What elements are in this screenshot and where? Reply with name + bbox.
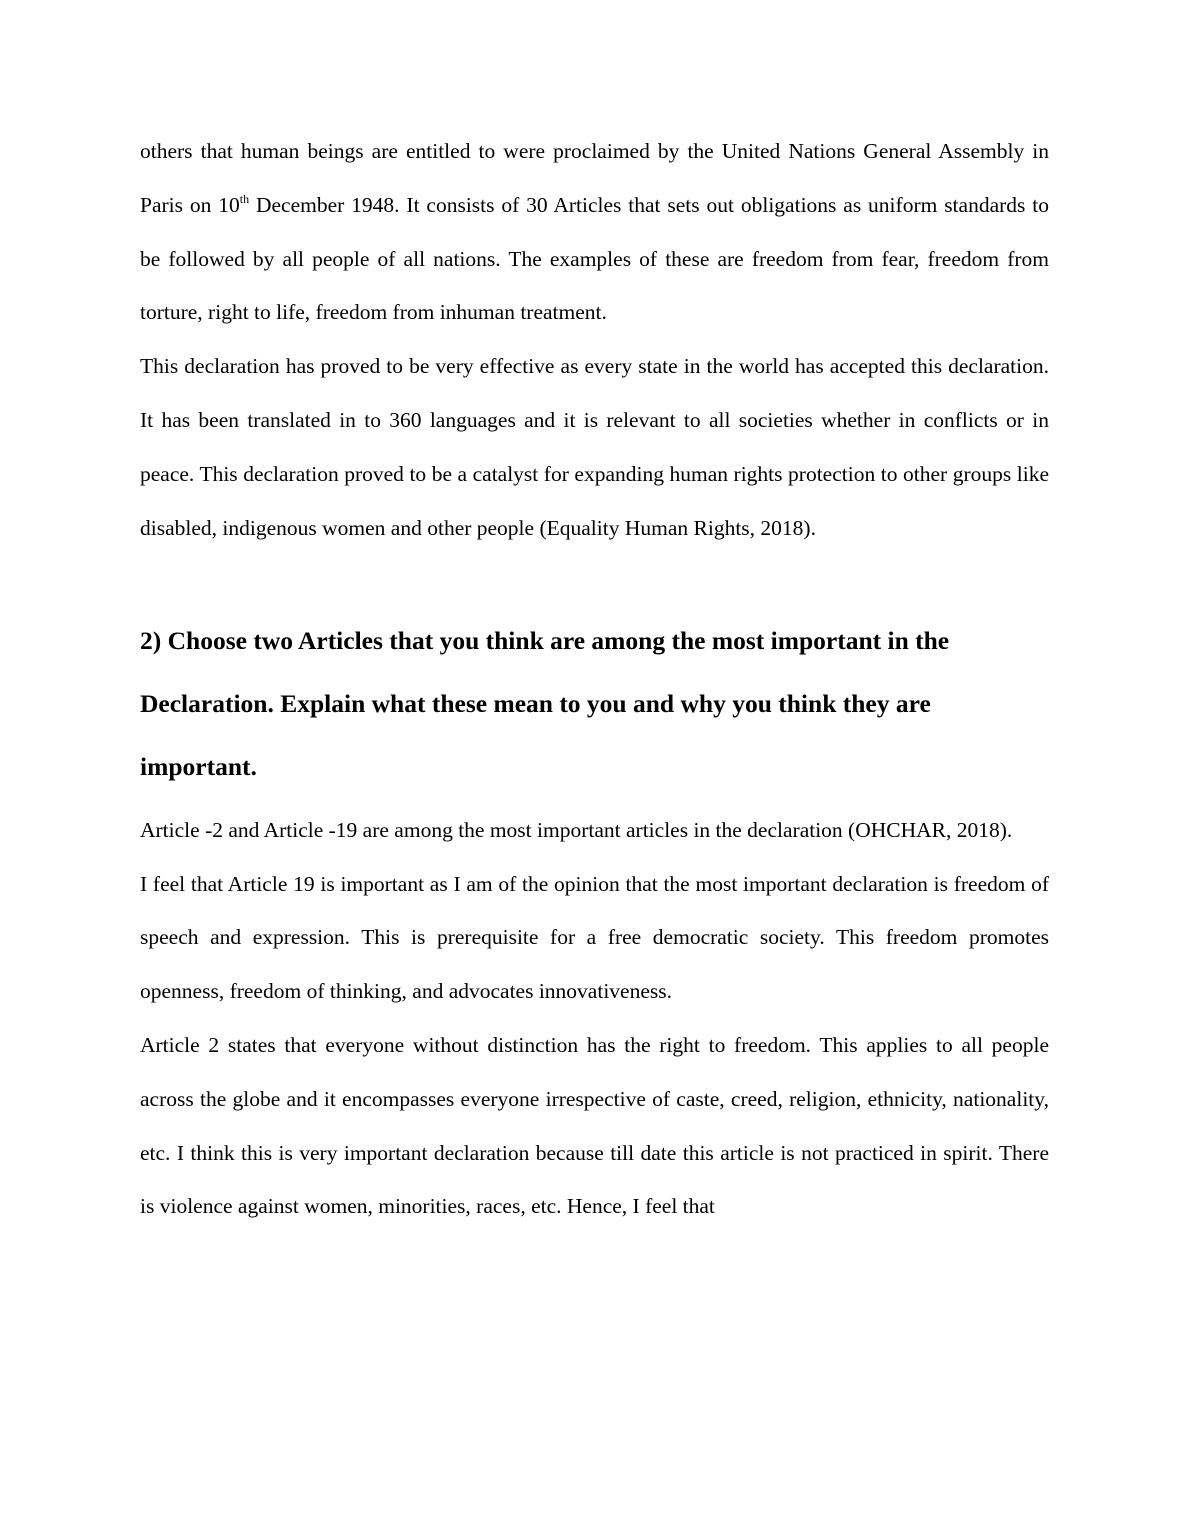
paragraph-article-19: I feel that Article 19 is important as I am of the opinion that the most important declaration is freedom of speech and expression. This is prerequisite for a free democratic society. This freedom promotes openness, freedom of thinking, and advocates innovativeness.: [140, 871, 1049, 1004]
ordinal-suffix: th: [239, 191, 250, 206]
paragraph-text: others that human beings are entitled to were proclaimed by the United Nations General Assembly in Paris on 10: [140, 139, 1049, 217]
question-heading: 2) Choose two Articles that you think are among the most important in the Declaration. Explain what these mean to you and why you think they are important.: [140, 626, 950, 781]
document-page: [140, 125, 1049, 1234]
paragraph-text: December 1948. It consists of 30 Articles that sets out obligations as uniform standards to be followed by all people of all nations. The examples of these are freedom from fear, freedom from torture, right to life, freedom from inhuman treatment.: [140, 192, 1049, 325]
paragraph-udhr-proclamation: [140, 125, 1049, 340]
paragraph-declaration-effectiveness: This declaration has proved to be very effective as every state in the world has accepted this declaration. It has been translated in to 360 languages and it is relevant to all societies whether in conflicts or in peace. This declaration proved to be a catalyst for expanding human rights protection to other groups like disabled, indigenous women and other people (Equality Human Rights, 2018).: [140, 354, 1049, 540]
paragraph-article-2: Article 2 states that everyone without distinction has the right to freedom. This applies to all people across the globe and it encompasses everyone irrespective of caste, creed, religion, ethnicity, nationality, etc. I think this is very important declaration because till date this article is not practiced in spirit. There is violence against women, minorities, races, etc. Hence, I feel that: [140, 1032, 1049, 1219]
paragraph-articles-intro: Article -2 and Article -19 are among the most important articles in the declaration (OHCHAR, 2018).: [140, 817, 1013, 842]
